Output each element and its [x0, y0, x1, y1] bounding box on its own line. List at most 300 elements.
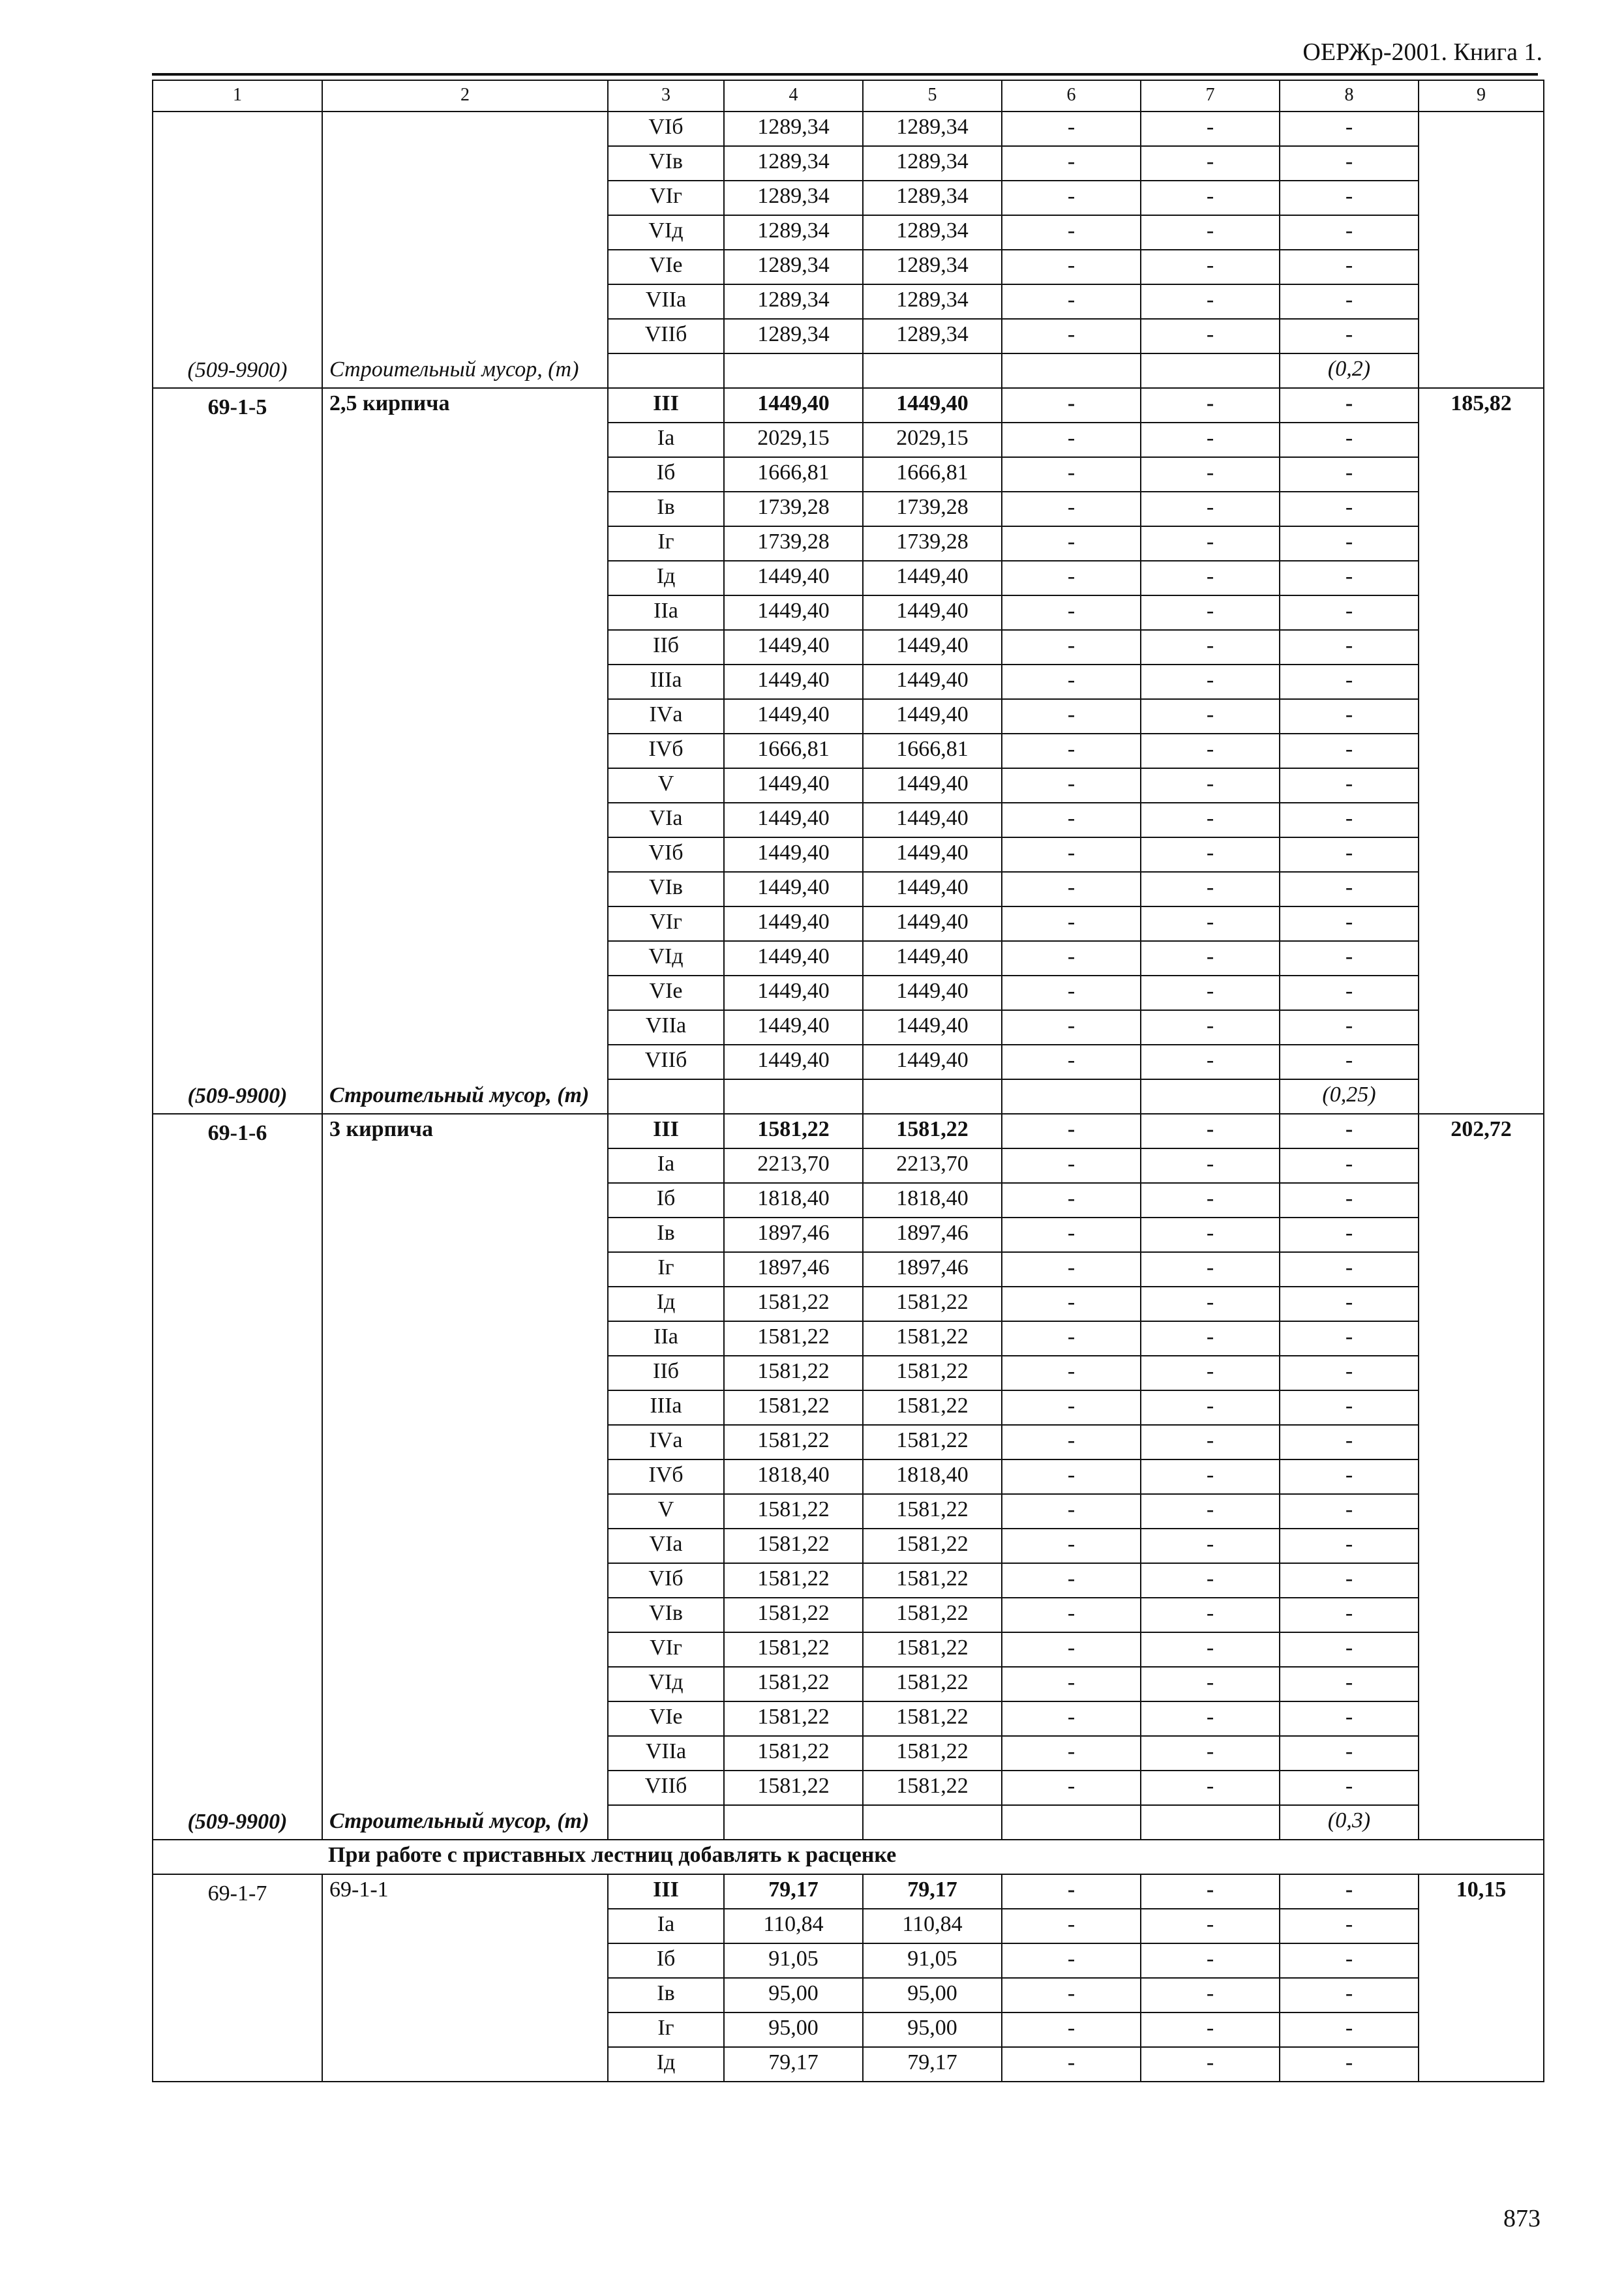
material-cell: -: [1280, 1563, 1419, 1598]
price-cell: 1449,40: [724, 1045, 863, 1079]
category-cell: IIIа: [608, 1390, 724, 1425]
machine-cell: -: [1002, 1010, 1141, 1045]
driver-wage-cell: -: [1141, 181, 1280, 215]
material-cell: -: [1280, 423, 1419, 457]
price-cell: 1581,22: [724, 1701, 863, 1736]
column-number: 8: [1280, 80, 1419, 112]
category-cell: VIв: [608, 146, 724, 181]
machine-cell: -: [1002, 1045, 1141, 1079]
category-cell: III: [608, 388, 724, 423]
wage-cell: 1581,22: [863, 1701, 1002, 1736]
machine-cell: -: [1002, 1252, 1141, 1287]
material-cell: -: [1280, 2012, 1419, 2047]
machine-cell: -: [1002, 630, 1141, 665]
material-cell: -: [1280, 250, 1419, 284]
table-row: [153, 388, 1544, 423]
material-cell: -: [1280, 457, 1419, 492]
category-cell: Iб: [608, 1943, 724, 1978]
wage-cell: 1581,22: [863, 1425, 1002, 1459]
price-cell: 1739,28: [724, 492, 863, 526]
category-cell: III: [608, 1874, 724, 1909]
wage-cell: 1581,22: [863, 1529, 1002, 1563]
category-cell: VIд: [608, 215, 724, 250]
price-cell: 1449,40: [724, 941, 863, 976]
wage-cell: 1581,22: [863, 1632, 1002, 1667]
wage-cell: 1449,40: [863, 561, 1002, 595]
driver-wage-cell: -: [1141, 1321, 1280, 1356]
labor-cost-cell: [1419, 112, 1544, 388]
waste-code: (509-9900): [187, 1084, 288, 1108]
material-cell: -: [1280, 1874, 1419, 1909]
wage-cell: 1897,46: [863, 1218, 1002, 1252]
driver-wage-cell: -: [1141, 1736, 1280, 1771]
price-cell: 1449,40: [724, 976, 863, 1010]
wage-cell: 1289,34: [863, 181, 1002, 215]
category-cell: VIа: [608, 1529, 724, 1563]
empty-cell: [1002, 1079, 1141, 1114]
labor-cost: 202,72: [1451, 1117, 1512, 1141]
category-cell: VIIб: [608, 1045, 724, 1079]
driver-wage-cell: -: [1141, 1183, 1280, 1218]
wage-cell: 1289,34: [863, 284, 1002, 319]
wage-cell: 1449,40: [863, 976, 1002, 1010]
price-cell: 1666,81: [724, 734, 863, 768]
category-cell: VIб: [608, 112, 724, 146]
machine-cell: -: [1002, 1701, 1141, 1736]
driver-wage-cell: -: [1141, 1148, 1280, 1183]
waste-quantity: (0,25): [1280, 1079, 1419, 1114]
material-cell: -: [1280, 1114, 1419, 1148]
category-cell: VIIа: [608, 1010, 724, 1045]
wage-cell: 79,17: [863, 2047, 1002, 2082]
empty-cell: [863, 353, 1002, 388]
machine-cell: -: [1002, 803, 1141, 837]
material-cell: -: [1280, 1494, 1419, 1529]
price-cell: 1581,22: [724, 1114, 863, 1148]
material-cell: -: [1280, 595, 1419, 630]
waste-name: Строительный мусор, (т): [329, 1083, 590, 1107]
price-cell: 1581,22: [724, 1529, 863, 1563]
wage-cell: 1581,22: [863, 1114, 1002, 1148]
wage-cell: 95,00: [863, 2012, 1002, 2047]
machine-cell: -: [1002, 1218, 1141, 1252]
driver-wage-cell: -: [1141, 492, 1280, 526]
driver-wage-cell: -: [1141, 2012, 1280, 2047]
machine-cell: -: [1002, 1874, 1141, 1909]
price-cell: 1897,46: [724, 1252, 863, 1287]
material-cell: -: [1280, 734, 1419, 768]
price-cell: 1581,22: [724, 1390, 863, 1425]
machine-cell: -: [1002, 1563, 1141, 1598]
driver-wage-cell: -: [1141, 595, 1280, 630]
labor-cost-cell: 10,15: [1419, 1874, 1544, 2082]
wage-cell: 110,84: [863, 1909, 1002, 1943]
material-cell: -: [1280, 1356, 1419, 1390]
material-cell: -: [1280, 284, 1419, 319]
category-cell: VIв: [608, 872, 724, 906]
machine-cell: -: [1002, 146, 1141, 181]
driver-wage-cell: -: [1141, 1874, 1280, 1909]
price-cell: 1581,22: [724, 1356, 863, 1390]
driver-wage-cell: -: [1141, 1529, 1280, 1563]
price-cell: 79,17: [724, 1874, 863, 1909]
wage-cell: 1581,22: [863, 1736, 1002, 1771]
driver-wage-cell: -: [1141, 1356, 1280, 1390]
material-cell: -: [1280, 1909, 1419, 1943]
rate-code-cell: [153, 112, 322, 388]
price-cell: 1581,22: [724, 1563, 863, 1598]
category-cell: Iд: [608, 561, 724, 595]
driver-wage-cell: -: [1141, 1978, 1280, 2012]
table-row: [153, 1114, 1544, 1148]
wage-cell: 1666,81: [863, 457, 1002, 492]
wage-cell: 1289,34: [863, 250, 1002, 284]
driver-wage-cell: -: [1141, 872, 1280, 906]
wage-cell: 1449,40: [863, 699, 1002, 734]
price-cell: 91,05: [724, 1943, 863, 1978]
driver-wage-cell: -: [1141, 146, 1280, 181]
price-cell: 1449,40: [724, 699, 863, 734]
material-cell: -: [1280, 1425, 1419, 1459]
labor-cost: 185,82: [1451, 391, 1512, 415]
material-cell: -: [1280, 1701, 1419, 1736]
empty-cell: [863, 1805, 1002, 1840]
material-cell: -: [1280, 526, 1419, 561]
price-cell: 1581,22: [724, 1425, 863, 1459]
price-cell: 1739,28: [724, 526, 863, 561]
empty-cell: [863, 1079, 1002, 1114]
machine-cell: -: [1002, 665, 1141, 699]
wage-cell: 2029,15: [863, 423, 1002, 457]
driver-wage-cell: -: [1141, 457, 1280, 492]
machine-cell: -: [1002, 1183, 1141, 1218]
price-cell: 1289,34: [724, 250, 863, 284]
material-cell: -: [1280, 976, 1419, 1010]
category-cell: VIIб: [608, 319, 724, 353]
category-cell: VIа: [608, 803, 724, 837]
column-number: 7: [1141, 80, 1280, 112]
waste-quantity: (0,3): [1280, 1805, 1419, 1840]
category-cell: VIв: [608, 1598, 724, 1632]
price-cell: 1897,46: [724, 1218, 863, 1252]
price-cell: 1581,22: [724, 1632, 863, 1667]
rate-code: 69-1-5: [207, 395, 267, 419]
category-cell: VIе: [608, 976, 724, 1010]
price-cell: 1666,81: [724, 457, 863, 492]
material-cell: -: [1280, 1287, 1419, 1321]
machine-cell: -: [1002, 1598, 1141, 1632]
driver-wage-cell: -: [1141, 1667, 1280, 1701]
price-cell: 1818,40: [724, 1183, 863, 1218]
price-cell: 79,17: [724, 2047, 863, 2082]
machine-cell: -: [1002, 526, 1141, 561]
wage-cell: 2213,70: [863, 1148, 1002, 1183]
machine-cell: -: [1002, 2012, 1141, 2047]
price-cell: 1289,34: [724, 215, 863, 250]
category-cell: IVа: [608, 1425, 724, 1459]
machine-cell: -: [1002, 388, 1141, 423]
waste-code: (509-9900): [187, 1810, 288, 1834]
material-cell: -: [1280, 1390, 1419, 1425]
driver-wage-cell: -: [1141, 1771, 1280, 1805]
document-header: ОЕРЖр-2001. Книга 1.: [1302, 38, 1542, 66]
work-name-cell: [322, 388, 608, 1114]
price-cell: 1449,40: [724, 630, 863, 665]
machine-cell: -: [1002, 595, 1141, 630]
work-name-cell: [322, 1114, 608, 1840]
empty-cell: [724, 353, 863, 388]
machine-cell: -: [1002, 768, 1141, 803]
section-title: При работе с приставных лестниц добавлять к расценке: [153, 1840, 1544, 1874]
price-cell: 1449,40: [724, 388, 863, 423]
wage-cell: 1289,34: [863, 146, 1002, 181]
driver-wage-cell: -: [1141, 1563, 1280, 1598]
price-cell: 1289,34: [724, 112, 863, 146]
material-cell: -: [1280, 1218, 1419, 1252]
wage-cell: 1449,40: [863, 1010, 1002, 1045]
category-cell: Iб: [608, 457, 724, 492]
price-cell: 1449,40: [724, 906, 863, 941]
driver-wage-cell: -: [1141, 1114, 1280, 1148]
material-cell: -: [1280, 492, 1419, 526]
category-cell: V: [608, 1494, 724, 1529]
driver-wage-cell: -: [1141, 941, 1280, 976]
category-cell: Iд: [608, 2047, 724, 2082]
price-cell: 2213,70: [724, 1148, 863, 1183]
price-cell: 1581,22: [724, 1736, 863, 1771]
driver-wage-cell: -: [1141, 1252, 1280, 1287]
price-cell: 1449,40: [724, 803, 863, 837]
driver-wage-cell: -: [1141, 1701, 1280, 1736]
rates-table: [152, 80, 1544, 2082]
category-cell: VIб: [608, 837, 724, 872]
price-cell: 1289,34: [724, 181, 863, 215]
material-cell: -: [1280, 112, 1419, 146]
wage-cell: 1581,22: [863, 1494, 1002, 1529]
driver-wage-cell: -: [1141, 423, 1280, 457]
wage-cell: 1449,40: [863, 837, 1002, 872]
machine-cell: -: [1002, 181, 1141, 215]
price-cell: 1818,40: [724, 1459, 863, 1494]
material-cell: -: [1280, 1667, 1419, 1701]
wage-cell: 1449,40: [863, 941, 1002, 976]
driver-wage-cell: -: [1141, 976, 1280, 1010]
column-number: 5: [863, 80, 1002, 112]
price-cell: 1449,40: [724, 595, 863, 630]
empty-cell: [608, 1079, 724, 1114]
category-cell: VIIа: [608, 1736, 724, 1771]
column-numbers-row: [153, 80, 1544, 112]
material-cell: -: [1280, 1632, 1419, 1667]
driver-wage-cell: -: [1141, 630, 1280, 665]
category-cell: IVа: [608, 699, 724, 734]
category-cell: VIб: [608, 1563, 724, 1598]
machine-cell: -: [1002, 1321, 1141, 1356]
rates-table-container: [152, 80, 1544, 2082]
price-cell: 1289,34: [724, 319, 863, 353]
category-cell: IVб: [608, 734, 724, 768]
machine-cell: -: [1002, 1632, 1141, 1667]
machine-cell: -: [1002, 215, 1141, 250]
driver-wage-cell: -: [1141, 906, 1280, 941]
material-cell: -: [1280, 1321, 1419, 1356]
rate-code-cell: [153, 1114, 322, 1840]
wage-cell: 1449,40: [863, 872, 1002, 906]
machine-cell: -: [1002, 872, 1141, 906]
driver-wage-cell: -: [1141, 250, 1280, 284]
table-row: [153, 1874, 1544, 1909]
driver-wage-cell: -: [1141, 2047, 1280, 2082]
driver-wage-cell: -: [1141, 1390, 1280, 1425]
wage-cell: 1666,81: [863, 734, 1002, 768]
driver-wage-cell: -: [1141, 1287, 1280, 1321]
header-rule: [152, 73, 1538, 76]
machine-cell: -: [1002, 1771, 1141, 1805]
price-cell: 1289,34: [724, 146, 863, 181]
category-cell: VIIа: [608, 284, 724, 319]
category-cell: IVб: [608, 1459, 724, 1494]
wage-cell: 91,05: [863, 1943, 1002, 1978]
material-cell: -: [1280, 1736, 1419, 1771]
category-cell: IIб: [608, 1356, 724, 1390]
price-cell: 1449,40: [724, 665, 863, 699]
material-cell: -: [1280, 1771, 1419, 1805]
driver-wage-cell: -: [1141, 1909, 1280, 1943]
material-cell: -: [1280, 215, 1419, 250]
wage-cell: 1449,40: [863, 1045, 1002, 1079]
driver-wage-cell: -: [1141, 215, 1280, 250]
wage-cell: 1581,22: [863, 1598, 1002, 1632]
material-cell: -: [1280, 1459, 1419, 1494]
table-row: [153, 112, 1544, 146]
work-name: 2,5 кирпича: [329, 391, 450, 415]
wage-cell: 1289,34: [863, 215, 1002, 250]
machine-cell: -: [1002, 284, 1141, 319]
category-cell: VIг: [608, 906, 724, 941]
wage-cell: 1289,34: [863, 112, 1002, 146]
material-cell: -: [1280, 1529, 1419, 1563]
material-cell: -: [1280, 561, 1419, 595]
machine-cell: -: [1002, 1943, 1141, 1978]
wage-cell: 1449,40: [863, 803, 1002, 837]
machine-cell: -: [1002, 561, 1141, 595]
driver-wage-cell: -: [1141, 1494, 1280, 1529]
wage-cell: 1581,22: [863, 1771, 1002, 1805]
driver-wage-cell: -: [1141, 699, 1280, 734]
price-cell: 1581,22: [724, 1667, 863, 1701]
category-cell: VIд: [608, 1667, 724, 1701]
rate-code: 69-1-6: [207, 1121, 267, 1145]
material-cell: -: [1280, 906, 1419, 941]
driver-wage-cell: -: [1141, 561, 1280, 595]
labor-cost-cell: [1419, 1114, 1544, 1840]
category-cell: Iв: [608, 492, 724, 526]
wage-cell: 1449,40: [863, 665, 1002, 699]
empty-cell: [608, 353, 724, 388]
machine-cell: -: [1002, 1909, 1141, 1943]
driver-wage-cell: -: [1141, 1459, 1280, 1494]
section-title-row: [153, 1840, 1544, 1874]
machine-cell: -: [1002, 906, 1141, 941]
category-cell: III: [608, 1114, 724, 1148]
machine-cell: -: [1002, 2047, 1141, 2082]
price-cell: 2029,15: [724, 423, 863, 457]
column-number: 4: [724, 80, 863, 112]
machine-cell: -: [1002, 1978, 1141, 2012]
page-number: 873: [1503, 2205, 1541, 2232]
column-number: 1: [153, 80, 322, 112]
driver-wage-cell: -: [1141, 1045, 1280, 1079]
column-number: 9: [1419, 80, 1544, 112]
category-cell: IIа: [608, 595, 724, 630]
wage-cell: 1449,40: [863, 595, 1002, 630]
material-cell: -: [1280, 1010, 1419, 1045]
material-cell: -: [1280, 1183, 1419, 1218]
rate-code-cell: [153, 388, 322, 1114]
column-number: 2: [322, 80, 608, 112]
machine-cell: -: [1002, 837, 1141, 872]
driver-wage-cell: -: [1141, 526, 1280, 561]
category-cell: Iв: [608, 1218, 724, 1252]
price-cell: 1581,22: [724, 1494, 863, 1529]
machine-cell: -: [1002, 492, 1141, 526]
material-cell: -: [1280, 630, 1419, 665]
machine-cell: -: [1002, 1425, 1141, 1459]
empty-cell: [724, 1079, 863, 1114]
material-cell: -: [1280, 2047, 1419, 2082]
driver-wage-cell: -: [1141, 112, 1280, 146]
wage-cell: 1581,22: [863, 1321, 1002, 1356]
wage-cell: 95,00: [863, 1978, 1002, 2012]
column-number: 3: [608, 80, 724, 112]
category-cell: VIе: [608, 250, 724, 284]
wage-cell: 1818,40: [863, 1459, 1002, 1494]
material-cell: -: [1280, 146, 1419, 181]
material-cell: -: [1280, 1943, 1419, 1978]
wage-cell: 1289,34: [863, 319, 1002, 353]
machine-cell: -: [1002, 1356, 1141, 1390]
wage-cell: 1449,40: [863, 768, 1002, 803]
material-cell: -: [1280, 1252, 1419, 1287]
price-cell: 95,00: [724, 1978, 863, 2012]
category-cell: Iд: [608, 1287, 724, 1321]
machine-cell: -: [1002, 1148, 1141, 1183]
material-cell: -: [1280, 699, 1419, 734]
category-cell: VIд: [608, 941, 724, 976]
machine-cell: -: [1002, 250, 1141, 284]
category-cell: VIIб: [608, 1771, 724, 1805]
empty-cell: [1141, 1079, 1280, 1114]
driver-wage-cell: -: [1141, 319, 1280, 353]
machine-cell: -: [1002, 941, 1141, 976]
driver-wage-cell: -: [1141, 665, 1280, 699]
machine-cell: -: [1002, 699, 1141, 734]
machine-cell: -: [1002, 1390, 1141, 1425]
wage-cell: 1449,40: [863, 630, 1002, 665]
wage-cell: 1897,46: [863, 1252, 1002, 1287]
machine-cell: -: [1002, 457, 1141, 492]
category-cell: IIIа: [608, 665, 724, 699]
driver-wage-cell: -: [1141, 284, 1280, 319]
material-cell: -: [1280, 803, 1419, 837]
material-cell: -: [1280, 319, 1419, 353]
price-cell: 1581,22: [724, 1321, 863, 1356]
wage-cell: 1581,22: [863, 1287, 1002, 1321]
category-cell: VIе: [608, 1701, 724, 1736]
empty-cell: [1002, 353, 1141, 388]
machine-cell: -: [1002, 734, 1141, 768]
material-cell: -: [1280, 665, 1419, 699]
